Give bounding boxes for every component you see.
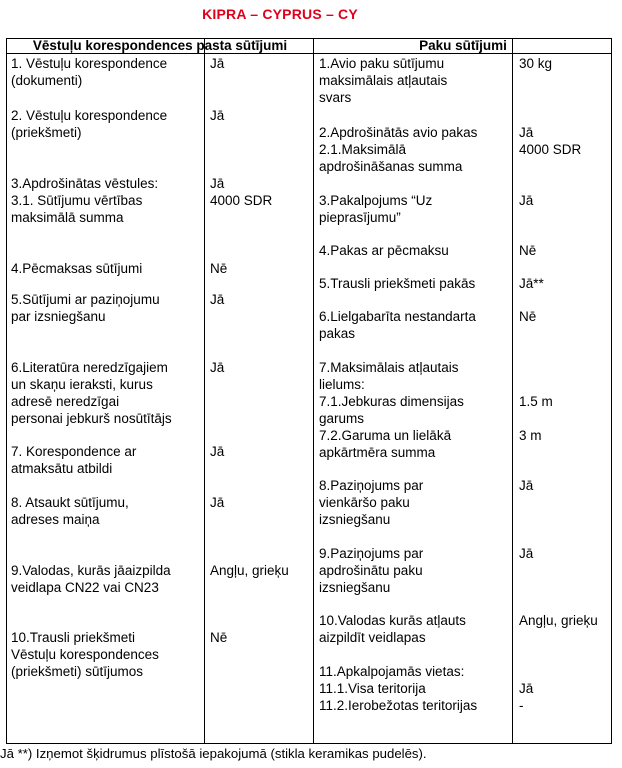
letter-post-header: Vēstuļu korespondences pasta sūtījumi	[32, 38, 288, 53]
left-item-value: Jā 4000 SDR	[210, 176, 273, 208]
left-item-value: Jā	[210, 495, 225, 510]
left-item-value: Nē	[210, 630, 228, 645]
right-item-value: Jā	[519, 193, 534, 208]
right-item-label: 4.Pakas ar pēcmaksu	[319, 243, 449, 258]
services-table	[6, 38, 612, 744]
page-title: KIPRA – CYPRUS – CY	[202, 6, 358, 22]
right-item-label: 8.Paziņojums par vienkāršo paku izsniegšanu	[319, 478, 424, 527]
left-item-label: 5.Sūtījumi ar paziņojumu par izsniegšanu	[11, 292, 160, 324]
column-divider	[204, 39, 205, 743]
column-divider	[313, 39, 314, 743]
left-item-value: Jā	[210, 108, 225, 123]
right-item-value: Jā**	[519, 276, 544, 291]
right-item-value: Jā -	[519, 681, 534, 713]
left-item-value: Nē	[210, 261, 228, 276]
left-item-value: Jā	[210, 360, 225, 375]
left-item-value: Jā	[210, 56, 225, 71]
right-item-value: Jā	[519, 546, 534, 561]
left-item-label: 10.Trausli priekšmeti Vēstuļu korespondences (priekšmeti) sūtījumos	[11, 630, 159, 679]
right-item-value: Angļu, grieķu	[519, 613, 598, 628]
left-item-label: 4.Pēcmaksas sūtījumi	[11, 261, 143, 276]
left-item-label: 1. Vēstuļu korespondence (dokumenti)	[11, 56, 168, 88]
right-item-value: Nē	[519, 243, 537, 258]
right-item-label: 10.Valodas kurās atļauts aizpildīt veidlapas	[319, 613, 466, 645]
left-item-label: 8. Atsaukt sūtījumu, adreses maiņa	[11, 495, 129, 527]
right-item-value: 30 kg	[519, 56, 553, 71]
right-item-value: Jā 4000 SDR	[519, 125, 582, 157]
right-item-label: 3.Pakalpojums “Uz pieprasījumu”	[319, 193, 433, 225]
left-item-label: 7. Korespondence ar atmaksātu atbildi	[11, 444, 137, 476]
left-item-value: Angļu, grieķu	[210, 563, 289, 578]
right-item-value: Jā	[519, 478, 534, 493]
right-item-value: 1.5 m 3 m	[519, 394, 553, 443]
right-item-label: 2.Apdrošinātās avio pakas 2.1.Maksimālā apdrošināšanas summa	[319, 125, 478, 174]
right-item-label: 5.Trausli priekšmeti pakās	[319, 276, 476, 291]
right-item-label: 1.Avio paku sūtījumu maksimālais atļautais svars	[319, 56, 448, 105]
right-item-label: 7.Maksimālais atļautais lielums: 7.1.Jebkuras dimensijas garums 7.2.Garuma un lielākā apkārtmēra summa	[319, 360, 464, 460]
left-item-label: 9.Valodas, kurās jāaizpilda veidlapa CN22 vai CN23	[11, 563, 171, 595]
left-item-label: 6.Literatūra neredzīgajiem un skaņu ieraksti, kurus adresē neredzīgai personai jebkurš nosūtītājs	[11, 360, 172, 426]
right-item-label: 6.Lielgabarīta nestandarta pakas	[319, 309, 476, 341]
right-item-label: 11.Apkalpojamās vietas: 11.1.Visa teritorija 11.2.Ierobežotas teritorijas	[319, 664, 478, 713]
left-item-value: Jā	[210, 292, 225, 307]
parcel-header: Paku sūtījumi	[419, 38, 507, 53]
right-item-label: 9.Paziņojums par apdrošinātu paku izsniegšanu	[319, 546, 424, 595]
left-item-label: 2. Vēstuļu korespondence (priekšmeti)	[11, 108, 168, 140]
left-item-label: 3.Apdrošinātas vēstules: 3.1. Sūtījumu vērtības maksimālā summa	[11, 176, 159, 225]
right-item-value: Nē	[519, 309, 537, 324]
column-divider	[512, 39, 513, 743]
footnote: Jā **) Izņemot šķidrumus plīstošā iepakojumā (stikla keramikas pudelēs).	[0, 746, 427, 761]
header-divider	[7, 53, 611, 54]
left-item-value: Jā	[210, 444, 225, 459]
